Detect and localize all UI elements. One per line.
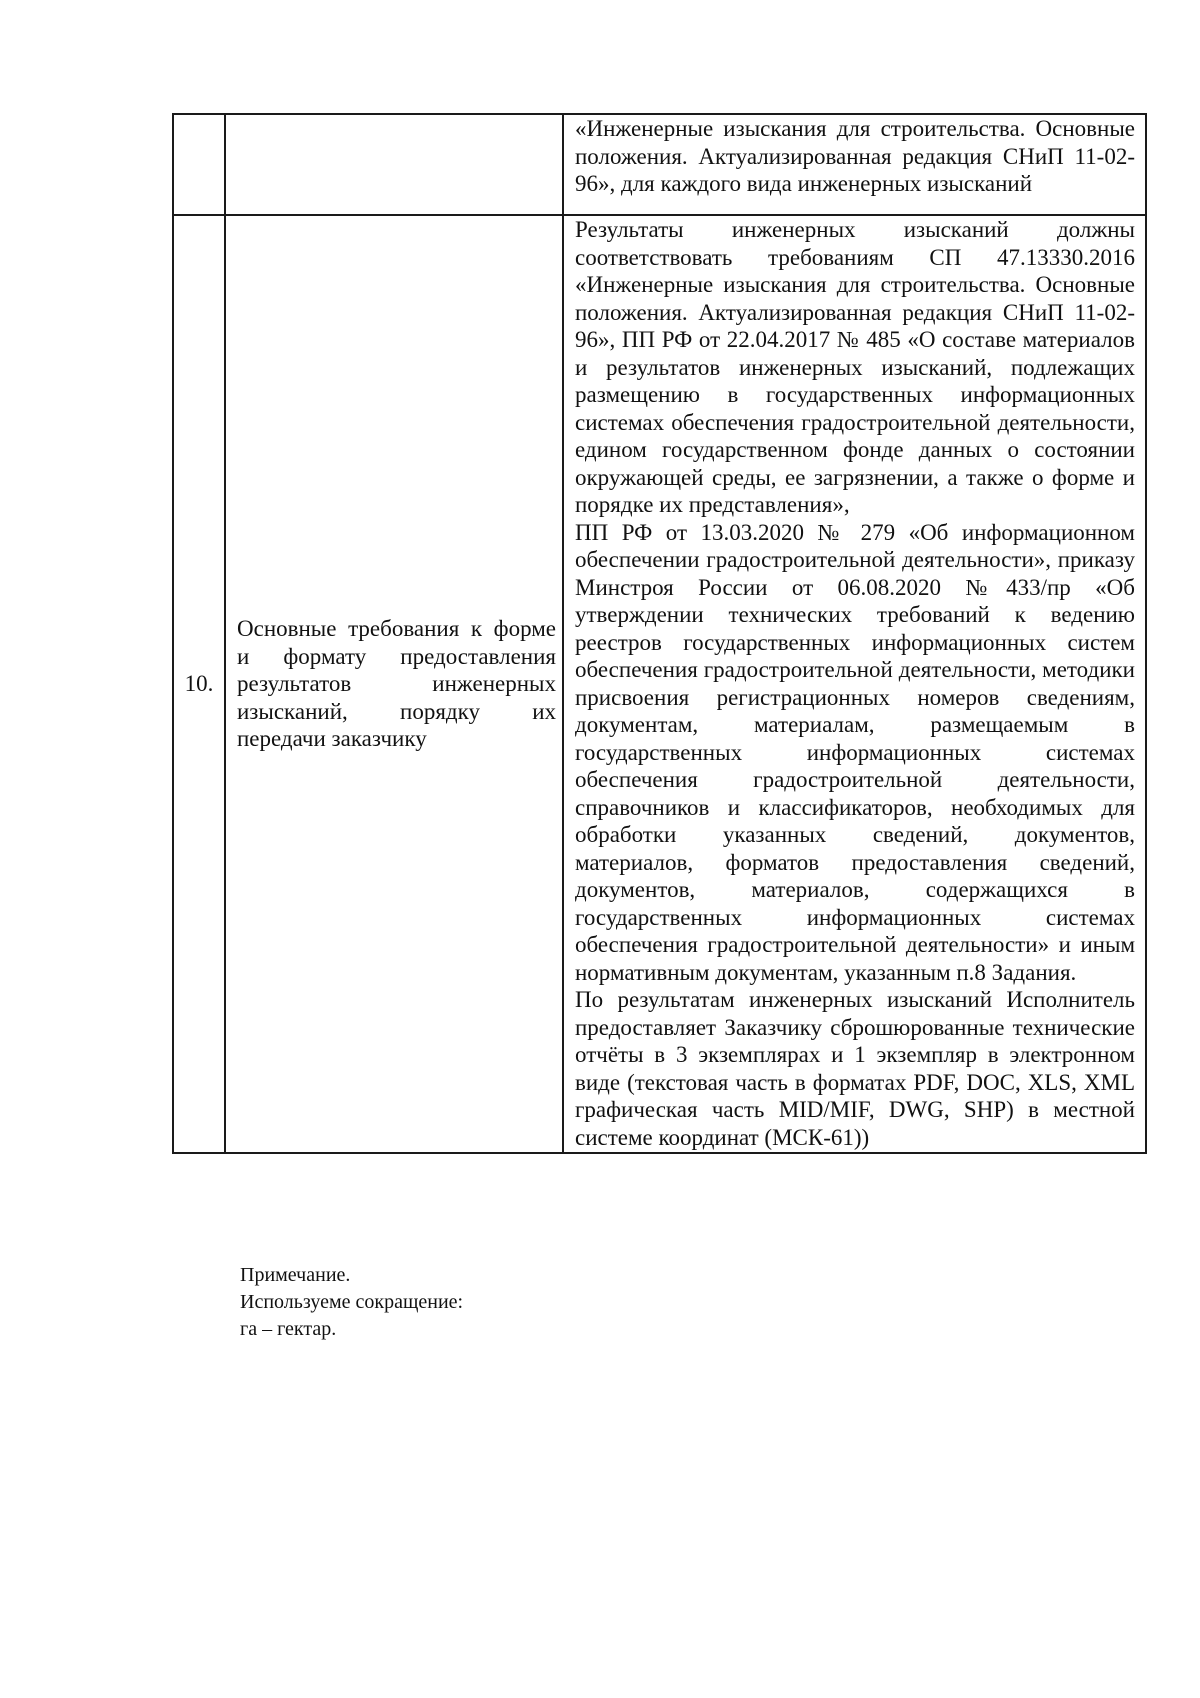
- note-abbreviation: га – гектар.: [240, 1318, 337, 1340]
- requirement-name: [225, 215, 563, 1153]
- row-number: 10.: [173, 215, 225, 1153]
- requirement-paragraph: ПП РФ от 13.03.2020 № 279 «Об информационном обеспечении градостроительной деятельности», приказу Минстроя России от 06.08.2020 №433/пр «Об утверждении технических требований к ведению реестров государственных информационных систем обеспечения градостроительной деятельности, методики присвоения регистрационных номеров сведениям, документам, материалам, размещаемым в государственных информационных системах обеспечения градостроительной деятельности, справочников и классификаторов, необходимых для обработки указанных сведений, документов, материалов, форматов предоставления сведений, документов, материалов, содержащихся в государственных информационных системах обеспечения градостроительной деятельности» и иным нормативным документам, указанным п.8 Задания.: [575, 519, 1135, 985]
- requirement-paragraph: Результаты инженерных изысканий должны соответствовать требованиям СП 47.13330.2016 «Инженерные изыскания для строительства. Основные положения. Актуализированная редакция СНиП 11-02-96», ПП РФ от 22.04.2017 № 485 «О составе материалов и результатов инженерных изысканий, подлежащих размещению в государственных информационных системах обеспечения градостроительной деятельности, едином государственном фонде данных о состоянии окружающей среды, ее загрязнении, а также о форме и порядке их представления»,: [575, 217, 1135, 517]
- requirement-name-text: Основные требования к форме и формату предоставления результатов инженерных изысканий, порядку их передачи заказчику: [237, 616, 556, 752]
- table-row: [173, 114, 1146, 215]
- note-subtitle: Используеме сокращение:: [240, 1291, 464, 1313]
- table-row: [173, 215, 1146, 1153]
- requirement-paragraph: «Инженерные изыскания для строительства. Основные положения. Актуализированная редакция СНиП 11-02-96», для каждого вида инженерных изысканий: [575, 116, 1135, 196]
- requirements-table: [172, 113, 1147, 1154]
- requirement-text: [563, 114, 1146, 215]
- note-title: Примечание.: [240, 1264, 351, 1286]
- note-block: [240, 1262, 463, 1343]
- requirement-name: [225, 114, 563, 215]
- requirement-paragraph: По результатам инженерных изысканий Исполнитель предоставляет Заказчику сброшюрованные технические отчёты в 3 экземплярах и 1 экземпляр в электронном виде (текстовая часть в форматах PDF, DOC, XLS, XML графическая часть MID/MIF, DWG, SHP) в местной системе координат (МСК-61)): [575, 987, 1135, 1150]
- requirement-text: [563, 215, 1146, 1153]
- row-number: [173, 114, 225, 215]
